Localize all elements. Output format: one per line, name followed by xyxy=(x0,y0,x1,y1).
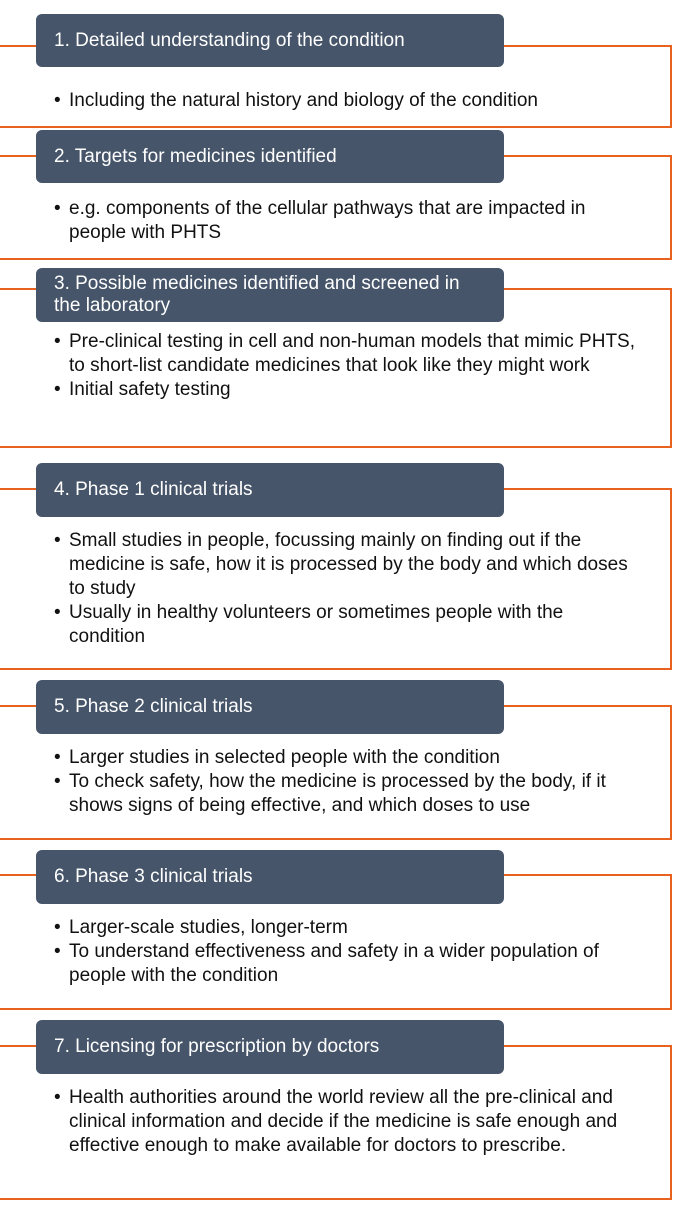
step-7-bullet-1: • Health authorities around the world review all the pre-clinical and clinical information and decide if the medicine is safe enough and effective enough to make available for doctors to prescribe. xyxy=(54,1086,644,1158)
step-6-bullet-2: • To understand effectiveness and safety in a wider population of people with the condition xyxy=(54,940,644,988)
step-5-title: 5. Phase 2 clinical trials xyxy=(54,696,253,717)
step-1-bullets xyxy=(54,89,644,113)
step-6-header xyxy=(36,850,504,904)
step-2-header xyxy=(36,130,504,183)
step-6-bullets xyxy=(54,916,644,988)
step-5-header xyxy=(36,680,504,734)
step-5-bullet-1: • Larger studies in selected people with the condition xyxy=(54,746,644,770)
step-4-title: 4. Phase 1 clinical trials xyxy=(54,479,253,500)
step-6-title: 6. Phase 3 clinical trials xyxy=(54,866,253,887)
step-3-bullet-1: • Pre-clinical testing in cell and non-human models that mimic PHTS, to short-list candidate medicines that look like they might work xyxy=(54,330,644,378)
step-6-bullet-1: • Larger-scale studies, longer-term xyxy=(54,916,644,940)
step-1-header xyxy=(36,14,504,67)
step-1-title: 1. Detailed understanding of the condition xyxy=(54,29,405,51)
step-4-bullet-2: • Usually in healthy volunteers or sometimes people with the condition xyxy=(54,601,644,649)
step-7-bullets xyxy=(54,1086,644,1158)
step-5-bullet-2: • To check safety, how the medicine is processed by the body, if it shows signs of being effective, and which doses to use xyxy=(54,770,644,818)
step-2-bullets xyxy=(54,197,644,245)
step-4-bullet-1: • Small studies in people, focussing mainly on finding out if the medicine is safe, how it is processed by the body and which doses to study xyxy=(54,529,644,601)
step-4-bullets xyxy=(54,529,644,649)
step-3-title: 3. Possible medicines identified and screened in the laboratory xyxy=(54,273,460,316)
step-5-bullets xyxy=(54,746,644,818)
step-3-header xyxy=(36,268,504,322)
step-2-bullet-1: • e.g. components of the cellular pathways that are impacted in people with PHTS xyxy=(54,197,644,245)
step-3-bullet-2: • Initial safety testing xyxy=(54,378,644,402)
step-1-bullet-1: • Including the natural history and biology of the condition xyxy=(54,89,644,113)
step-4-header xyxy=(36,463,504,517)
step-3-bullets xyxy=(54,330,644,402)
step-7-title: 7. Licensing for prescription by doctors xyxy=(54,1036,380,1057)
step-7-header xyxy=(36,1020,504,1074)
step-2-title: 2. Targets for medicines identified xyxy=(54,145,337,167)
